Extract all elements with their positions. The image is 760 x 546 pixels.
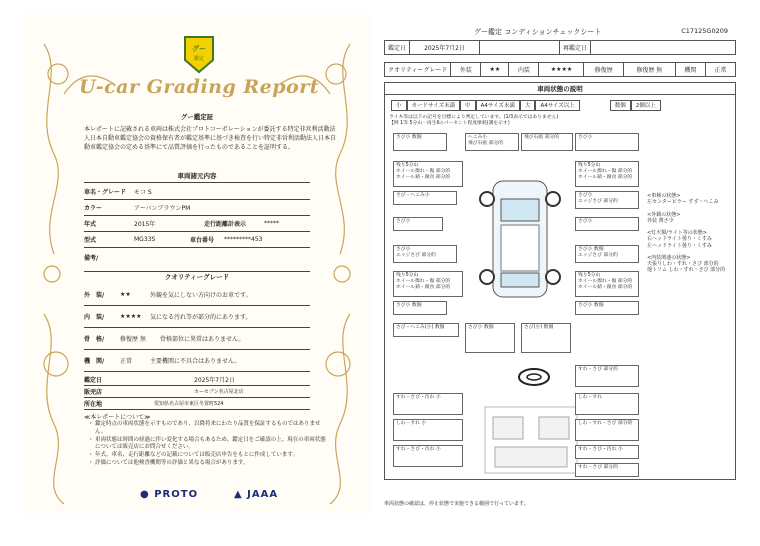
spec-row-model bbox=[84, 232, 310, 248]
inspection-date-label: 鑑定日 bbox=[84, 377, 103, 384]
condition-check-sheet bbox=[384, 24, 736, 507]
steering-wheel-icon bbox=[517, 367, 551, 387]
report-title: U-car Grading Report bbox=[78, 76, 319, 98]
grade-label: クオリティーグレード bbox=[385, 63, 451, 77]
grade-table bbox=[384, 62, 736, 77]
address-row bbox=[84, 398, 310, 410]
int-value: ★★★★ bbox=[539, 63, 584, 77]
grade-stars: ★★ bbox=[120, 291, 131, 298]
damage-box: さび小 数個 bbox=[393, 133, 447, 151]
date-table bbox=[384, 40, 736, 55]
sheet-title: グー鑑定 コンディションチェックシート bbox=[474, 28, 602, 36]
damage-box: さび小 数個 エッジさび 部分的 bbox=[575, 245, 639, 263]
spec-value: MG33S bbox=[134, 236, 156, 243]
spec-value: ***** bbox=[264, 220, 279, 227]
note-item: ・ 車両状態は時間の経過に伴い変化する場合もあるため、鑑定日をご確認の上、現在の車両状態については販売店にお問合せください。 bbox=[88, 437, 328, 453]
damage-box: さび・へこみ小 bbox=[393, 191, 457, 205]
size-cell: 小 bbox=[391, 100, 407, 111]
repair-value: 修復歴 無 bbox=[623, 63, 675, 77]
report-intro: 本レポートに記載される車両は株式会社プロトコーポレーションが委託する特定非営利活動法人日本自動車鑑定協会の資格保有者が鑑定基準に基づき検査を行い特定非営利活動法人日本自動車鑑定協会の定める基準にて品質評価を行ったものであることを証明する。 bbox=[84, 126, 337, 151]
spec-label: カラー bbox=[84, 205, 103, 212]
damage-box: すれ・さび・汚れ 小 bbox=[393, 393, 463, 415]
legend-note: ライキ等は以下の記号を目標により判定しています。(1/3表示ではありません) 【例 1等 5分山一再生Ⅱのパーセント程度摩耗(溝を示す) bbox=[389, 115, 559, 126]
damage-box: さび小 bbox=[393, 217, 443, 231]
spec-value: *********453 bbox=[224, 236, 263, 243]
inspection-date-row bbox=[84, 374, 310, 386]
note-item: ・ 鑑定時点の車両状態を示すものであり、以降将来にわたり品質を保証するものではありません。 bbox=[88, 421, 328, 437]
grade-stars: 修復歴 無 bbox=[120, 336, 146, 343]
grade-desc: 主要機関に不具合はありません。 bbox=[150, 358, 241, 365]
size-cell: 大 bbox=[520, 100, 536, 111]
grade-row-interior bbox=[84, 306, 310, 328]
ext-value: ★★ bbox=[481, 63, 509, 77]
sheet-code: C17125G0209 bbox=[681, 27, 728, 35]
spec-row-year bbox=[84, 216, 310, 232]
dealer-label: 販売店 bbox=[84, 389, 103, 396]
svg-text:鑑定: 鑑定 bbox=[193, 56, 205, 62]
reinspect-label: 再鑑定日 bbox=[560, 41, 591, 55]
damage-box: すれ・さび 部分的 bbox=[575, 365, 639, 387]
damage-box: さび小 数個 bbox=[575, 301, 639, 315]
damage-box: さび小 数個 bbox=[393, 301, 447, 315]
spec-label: 車名・グレード bbox=[84, 189, 127, 196]
condition-legend: <車検の状態> 左センターピラー すず・へこみ <外観の状態> 外装 薄さ少 <灯火類/ライト等の状態> 右ヘッドライト曇り・くすみ 左ヘッドライト曇り・くすみ <内装関連の状態> 天張りしわ・すれ・さび 部分的 他トリム しわ・すれ・さび 部分的 bbox=[647, 193, 726, 274]
spec-row-notes bbox=[84, 250, 310, 272]
spec-row-color bbox=[84, 200, 310, 216]
damage-box: 残り5分山 ホイール擦れ・傷 部分的 ホイール錆・腐食 部分的 bbox=[575, 161, 639, 187]
spec-label: 走行距離計表示 bbox=[204, 221, 247, 228]
damage-box: さび小 エッジさび 部分的 bbox=[575, 191, 639, 209]
damage-box: へこみ小 飛び石痕 部分的 bbox=[465, 133, 519, 151]
damage-box: しわ・すれ・さび 部分的 bbox=[575, 419, 639, 441]
damage-box: 残り5分山 ホイール擦れ・傷 部分的 ホイール錆・腐食 部分的 bbox=[575, 271, 639, 297]
size-cell: カードサイズ未満 bbox=[407, 100, 461, 111]
damage-box: さび小 bbox=[575, 133, 639, 151]
damage-box: さび小 エッジさび 部分的 bbox=[393, 245, 457, 263]
damage-box: さび小 数個 bbox=[465, 323, 515, 353]
size-cell: A4サイズ以上 bbox=[535, 100, 579, 111]
spec-row-name bbox=[84, 184, 310, 200]
spec-label: 車台番号 bbox=[190, 237, 215, 244]
notes-title: ≪本レポートについて≫ bbox=[84, 414, 151, 421]
interior-seat-diagram bbox=[481, 403, 581, 477]
size-cell: 2個以上 bbox=[631, 100, 661, 111]
grade-label: 外 装/ bbox=[84, 292, 105, 299]
goo-logo bbox=[182, 34, 216, 74]
address-label: 所在地 bbox=[84, 401, 103, 408]
repair-label: 修復歴 bbox=[584, 63, 623, 77]
proto-logo: ● PROTO bbox=[140, 489, 199, 500]
car-topview-diagram bbox=[475, 175, 565, 303]
grade-desc: 気になる汚れ等が部分的にあります。 bbox=[150, 314, 252, 321]
jaaa-logo: ▲ JAAA bbox=[234, 489, 279, 500]
int-label: 内装 bbox=[509, 63, 539, 77]
note-item: ・ 評価については他検査機関等の評価と異なる場合があります。 bbox=[88, 460, 328, 468]
grade-desc: 外観を気にしない方向けのお車です。 bbox=[150, 292, 252, 299]
report-subtitle: グー鑑定証 bbox=[180, 113, 214, 121]
date-value: 2025年7月2日 bbox=[410, 41, 480, 55]
grade-desc: 骨格部位に異常はありません。 bbox=[160, 336, 245, 343]
grade-stars: ★★★★ bbox=[120, 313, 142, 320]
grade-title: クオリティーグレード bbox=[164, 273, 230, 281]
grade-label: 内 装/ bbox=[84, 314, 105, 321]
damage-box: しわ・すれ 小 bbox=[393, 419, 463, 441]
size-legend bbox=[391, 100, 661, 111]
spec-title: 車両諸元内容 bbox=[84, 171, 310, 183]
size-cell: 中 bbox=[460, 100, 476, 111]
note-item: ・ 年式、車名、走行距離などの記載については販売店申告をもとに作成しています。 bbox=[88, 452, 328, 460]
svg-text:グー: グー bbox=[192, 45, 206, 53]
diagram-title: 車両状態の説明 bbox=[385, 83, 735, 95]
spec-value: 2015年 bbox=[134, 221, 156, 228]
damage-box: すれ・さび・汚れ 小 bbox=[575, 445, 639, 459]
grade-label: 機 関/ bbox=[84, 358, 105, 365]
damage-box: しわ・すれ bbox=[575, 393, 639, 415]
grade-row-frame bbox=[84, 328, 310, 350]
dealer-row bbox=[84, 386, 310, 398]
date-label: 鑑定日 bbox=[385, 41, 410, 55]
sheet-header bbox=[384, 24, 736, 40]
vehicle-condition-diagram bbox=[384, 82, 736, 480]
size-cell: A4サイズ未満 bbox=[476, 100, 520, 111]
sheet-footer: 車両状態の確認は、停止状態で実施できる範囲で行っています。 bbox=[384, 501, 529, 507]
grading-certificate bbox=[24, 14, 370, 514]
dealer-name: カーセブン名古屋北店 bbox=[194, 389, 244, 395]
grade-label: 骨 格/ bbox=[84, 336, 105, 343]
damage-box: さび・へこみ(小) 数個 bbox=[393, 323, 459, 337]
grade-row-engine bbox=[84, 350, 310, 372]
spec-label: 年式 bbox=[84, 221, 97, 228]
grade-row-exterior bbox=[84, 284, 310, 306]
damage-box: 残り5分山 ホイール擦れ・傷 部分的 ホイール錆・腐食 部分的 bbox=[393, 161, 463, 187]
engine-value: 正常 bbox=[705, 63, 735, 77]
spec-label: 型式 bbox=[84, 237, 97, 244]
damage-box: さび小 bbox=[575, 217, 639, 231]
damage-box: 残り5分山 ホイール擦れ・傷 部分的 ホイール錆・腐食 部分的 bbox=[393, 271, 463, 297]
damage-box: すれ・さび 部分的 bbox=[575, 463, 639, 477]
damage-box: 飛び石痕 部分的 bbox=[521, 133, 573, 151]
inspection-date: 2025年7月2日 bbox=[194, 377, 235, 384]
spec-value: アーバンブラウンPM bbox=[134, 205, 191, 212]
size-cell: 数個 bbox=[610, 100, 631, 111]
damage-box: さび(小) 数個 bbox=[521, 323, 571, 353]
damage-box: すれ・さび・汚れ 小 bbox=[393, 445, 463, 467]
address: 愛知県名古屋市東区冬置町524 bbox=[154, 401, 224, 407]
notes-list bbox=[88, 421, 328, 468]
grade-stars: 正常 bbox=[120, 358, 133, 365]
engine-label: 機関 bbox=[675, 63, 705, 77]
spec-label: 備考/ bbox=[84, 255, 99, 262]
spec-value: モコ S bbox=[134, 189, 152, 196]
ext-label: 外装 bbox=[451, 63, 481, 77]
